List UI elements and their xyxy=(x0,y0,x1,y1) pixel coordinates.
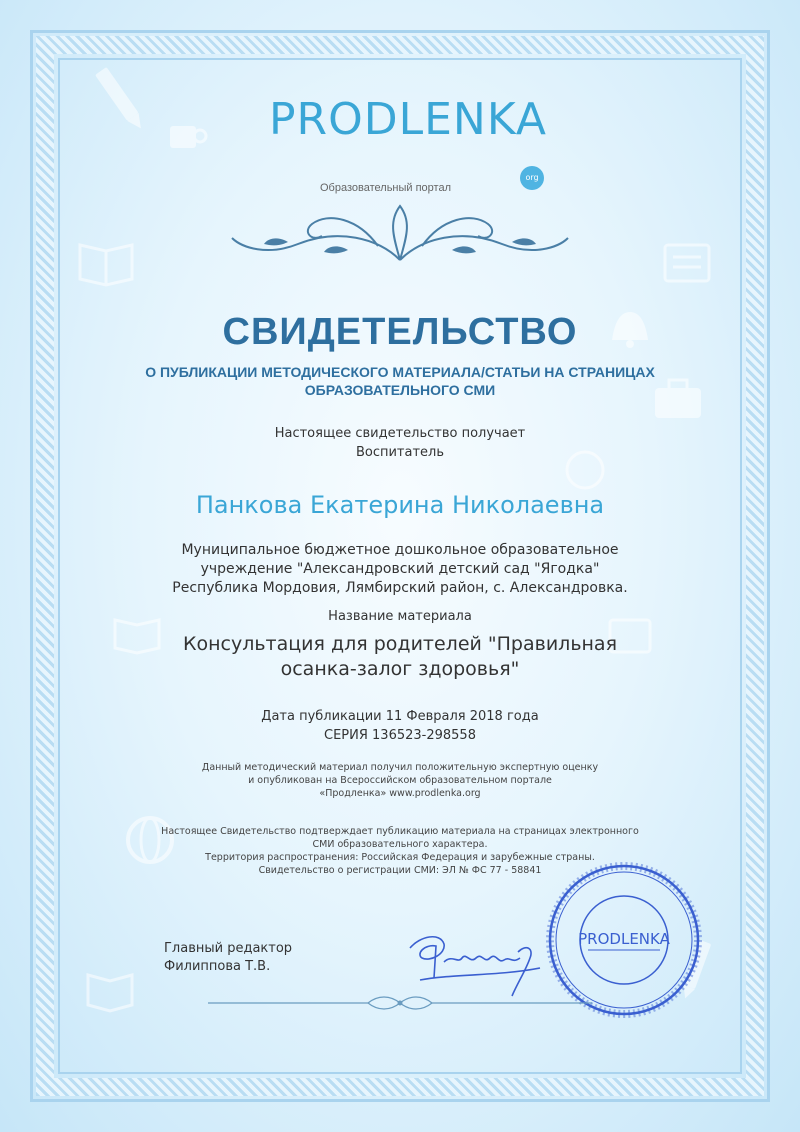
editor-block xyxy=(164,940,292,976)
recipient-name: Панкова Екатерина Николаевна xyxy=(195,491,605,519)
certificate-content xyxy=(58,58,742,1074)
recipient-intro: Настоящее свидетельство получает xyxy=(274,426,526,441)
expert-note xyxy=(148,761,652,800)
organization-block xyxy=(120,541,680,598)
confirmation-line: Свидетельство о регистрации СМИ: ЭЛ № ФС 77 - 58841 xyxy=(258,865,542,876)
publication-date: Дата публикации 11 Февраля 2018 года xyxy=(261,709,539,724)
stamp-logo-text: PRODLENKA xyxy=(578,930,670,948)
certificate-subtitle xyxy=(118,363,682,399)
material-label: Название материала xyxy=(328,609,472,624)
material-title-line: осанка-залог здоровья" xyxy=(280,658,520,680)
top-flourish-ornament xyxy=(228,198,572,268)
material-title-line: Консультация для родителей "Правильная xyxy=(182,633,618,655)
subtitle-line: ОБРАЗОВАТЕЛЬНОГО СМИ xyxy=(304,382,496,398)
subtitle-line: О ПУБЛИКАЦИИ МЕТОДИЧЕСКОГО МАТЕРИАЛА/СТАТЬИ НА СТРАНИЦАХ xyxy=(145,364,655,380)
expert-note-line: Данный методический материал получил положительную экспертную оценку xyxy=(201,762,599,773)
expert-note-line: и опубликован на Всероссийском образовательном портале xyxy=(248,775,552,786)
bottom-ornament-divider xyxy=(208,995,592,1011)
prodlenka-logo xyxy=(258,94,558,204)
organization-line: Муниципальное бюджетное дошкольное образовательное xyxy=(181,542,619,558)
certificate-title: СВИДЕТЕЛЬСТВО xyxy=(222,311,578,353)
organization-line: Республика Мордовия, Лямбирский район, с. Александровка. xyxy=(172,580,628,596)
series-number: СЕРИЯ 136523-298558 xyxy=(324,728,476,743)
logo-subtitle: Образовательный портал xyxy=(320,182,452,194)
confirmation-line: СМИ образовательного характера. xyxy=(312,839,488,850)
confirmation-line: Настоящее Свидетельство подтверждает публикацию материала на страницах электронного xyxy=(161,826,639,837)
organization-line: учреждение "Александровский детский сад "Ягодка" xyxy=(200,561,600,577)
logo-org-badge: org xyxy=(520,166,544,190)
recipient-position: Воспитатель xyxy=(355,445,445,460)
expert-note-line: «Продленка» www.prodlenka.org xyxy=(319,788,481,799)
confirmation-line: Территория распространения: Российская Федерация и зарубежные страны. xyxy=(205,852,595,863)
editor-name: Филиппова Т.В. xyxy=(164,959,271,974)
logo-wordmark: PRODLENKA xyxy=(268,94,548,145)
material-title xyxy=(148,632,652,682)
editor-role: Главный редактор xyxy=(164,941,293,956)
